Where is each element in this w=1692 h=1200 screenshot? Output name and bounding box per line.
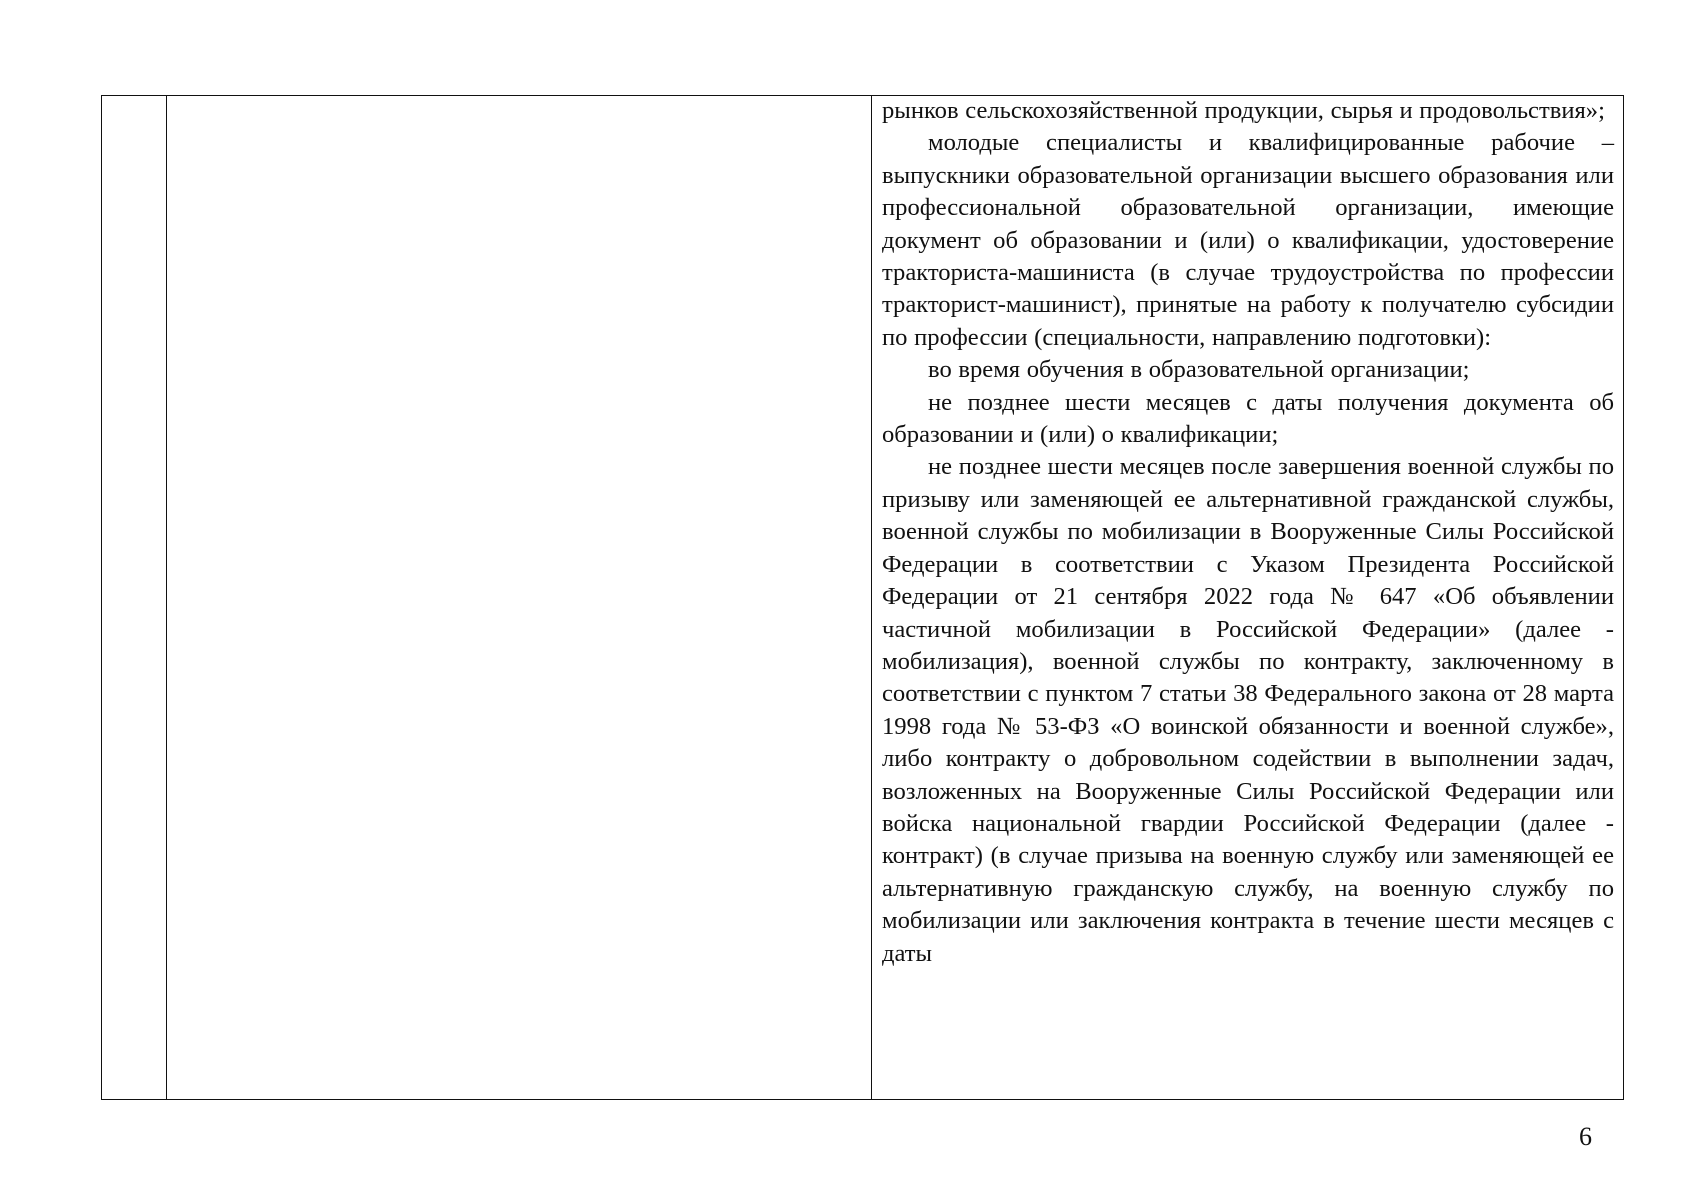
document-table bbox=[101, 95, 1624, 1100]
table-column-number bbox=[102, 96, 167, 1099]
page-number: 6 bbox=[1579, 1122, 1592, 1151]
paragraph: рынков сельскохозяйственной продукции, сырья и продовольствия»; bbox=[882, 97, 1605, 124]
paragraph: не позднее шести месяцев после завершения военной службы по призыву или заменяющей ее альтернативной гражданской службы, военной службы по мобилизации в Вооруженные Силы Российской Федерации в соответствии с Указом Президента Российской Федерации от 21 сентября 2022 года № 647 «Об объявлении частичной мобилизации в Российской Федерации» (далее - мобилизация), военной службы по контракту, заключенному в соответствии с пунктом 7 статьи 38 Федерального закона от 28 марта 1998 года № 53-ФЗ «О воинской обязанности и военной службе», либо контракту о добровольном содействии в выполнении задач, возложенных на Вооруженные Силы Российской Федерации или войска национальной гвардии Российской Федерации (далее - контракт) (в случае призыва на военную службу или заменяющей ее альтернативную гражданскую службу, на военную службу по мобилизации или заключения контракта в течение шести месяцев с даты bbox=[882, 453, 1614, 967]
paragraph: молодые специалисты и квалифицированные рабочие – выпускники образовательной организации высшего образования или профессиональной образовательной организации, имеющие документ об образовании и (или) о квалификации, удостоверение тракториста-машиниста (в случае трудоустройства по профессии тракторист-машинист), принятые на работу к получателю субсидии по профессии (специальности, направлению подготовки): bbox=[882, 129, 1614, 351]
paragraph: во время обучения в образовательной организации; bbox=[928, 356, 1470, 384]
paragraph: не позднее шести месяцев с даты получения документа об образовании и (или) о квалификации; bbox=[882, 388, 1614, 449]
table-column-text bbox=[872, 96, 1623, 1099]
table-column-name bbox=[167, 96, 872, 1099]
